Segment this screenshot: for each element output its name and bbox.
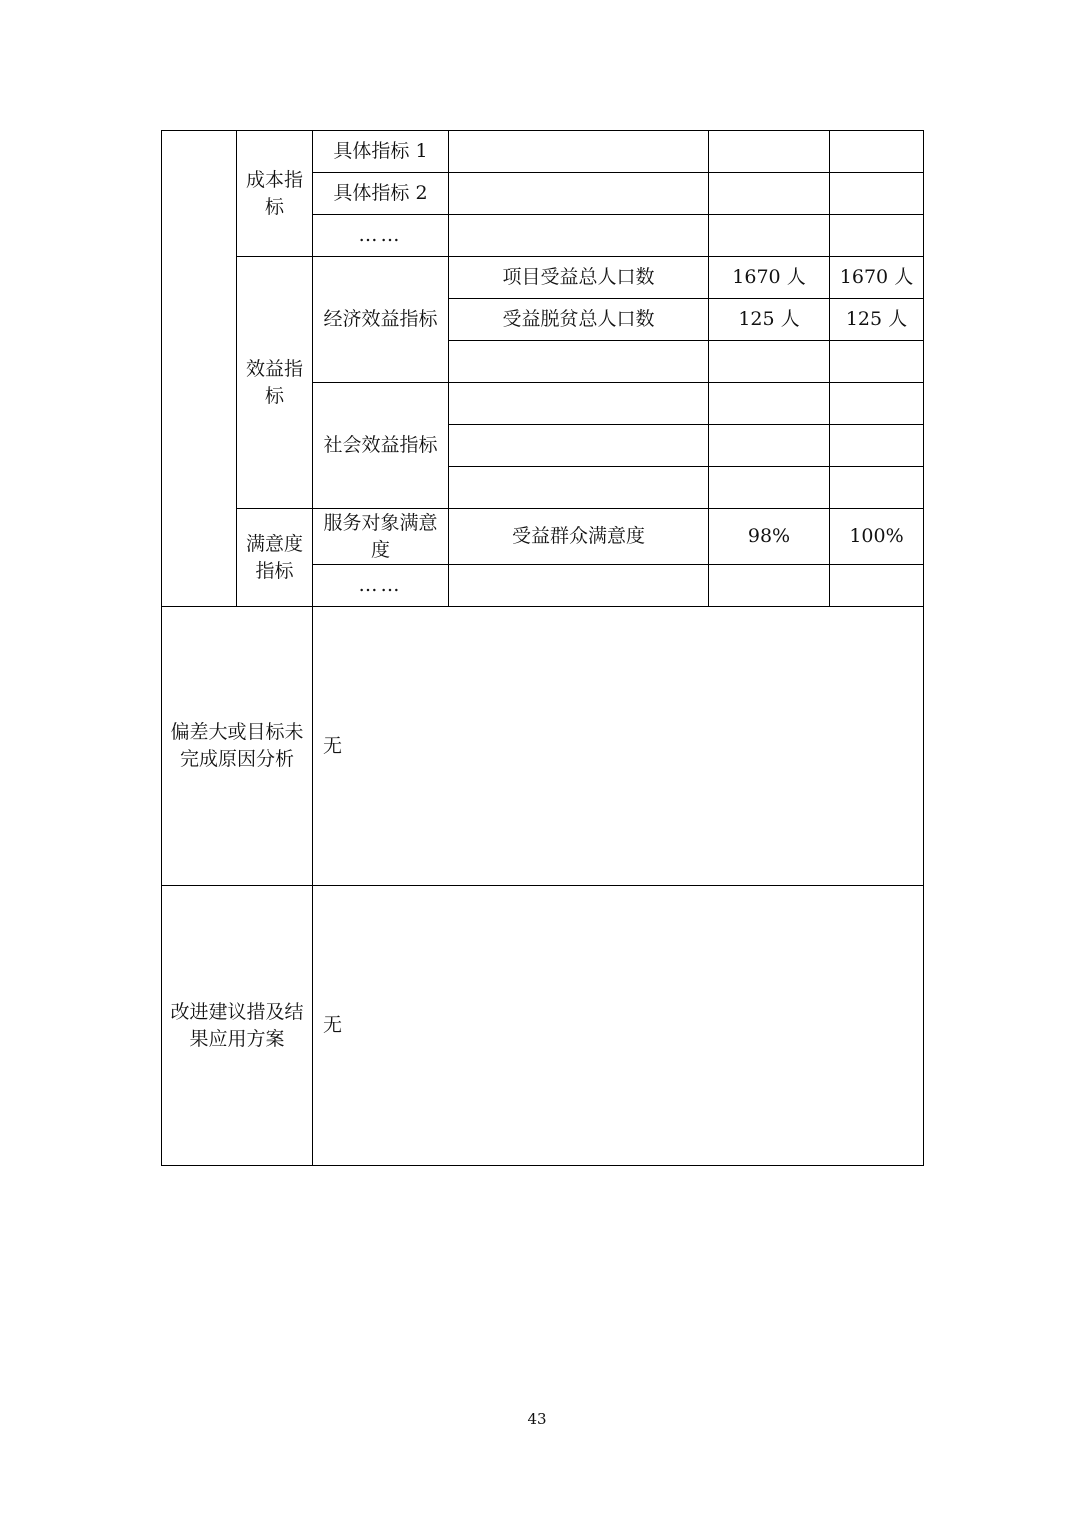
actual-cell: 100% bbox=[830, 509, 924, 565]
table-row bbox=[162, 886, 924, 1166]
actual-cell bbox=[830, 341, 924, 383]
indicator-cell: 项目受益总人口数 bbox=[449, 257, 709, 299]
satisfaction-sub-cell: …… bbox=[313, 565, 449, 607]
target-cell: 98% bbox=[709, 509, 830, 565]
benefit-category-cell bbox=[237, 257, 313, 509]
deviation-label-cell bbox=[162, 607, 313, 886]
actual-cell bbox=[830, 383, 924, 425]
cost-sub-cell: 具体指标 2 bbox=[313, 173, 449, 215]
economic-benefit-cell: 经济效益指标 bbox=[313, 257, 449, 383]
improvement-label-cell bbox=[162, 886, 313, 1166]
indicator-cell bbox=[449, 425, 709, 467]
indicator-cell bbox=[449, 565, 709, 607]
improvement-label: 改进建议措及结果应用方案 bbox=[170, 1000, 304, 1050]
cost-category-cell bbox=[237, 131, 313, 257]
target-cell: 1670 人 bbox=[709, 257, 830, 299]
actual-cell: 1670 人 bbox=[830, 257, 924, 299]
target-cell: 125 人 bbox=[709, 299, 830, 341]
target-cell bbox=[709, 341, 830, 383]
target-cell bbox=[709, 215, 830, 257]
actual-cell bbox=[830, 425, 924, 467]
satisfaction-sub-cell: 服务对象满意度 bbox=[313, 509, 449, 565]
cost-sub-cell: …… bbox=[313, 215, 449, 257]
target-cell bbox=[709, 467, 830, 509]
actual-cell: 125 人 bbox=[830, 299, 924, 341]
target-cell bbox=[709, 565, 830, 607]
table-row bbox=[162, 257, 924, 299]
target-cell bbox=[709, 383, 830, 425]
page-number: 43 bbox=[527, 1410, 547, 1428]
table-row bbox=[162, 607, 924, 886]
target-cell bbox=[709, 425, 830, 467]
actual-cell bbox=[830, 131, 924, 173]
blank-level1-cell bbox=[162, 131, 237, 607]
indicator-cell: 受益群众满意度 bbox=[449, 509, 709, 565]
deviation-value: 无 bbox=[313, 607, 924, 886]
actual-cell bbox=[830, 215, 924, 257]
indicator-cell bbox=[449, 173, 709, 215]
social-benefit-cell: 社会效益指标 bbox=[313, 383, 449, 509]
satisfaction-category-cell bbox=[237, 509, 313, 607]
table-row bbox=[162, 509, 924, 565]
indicator-cell bbox=[449, 215, 709, 257]
table-row bbox=[162, 131, 924, 173]
cost-sub-cell: 具体指标 1 bbox=[313, 131, 449, 173]
indicator-cell bbox=[449, 383, 709, 425]
target-cell bbox=[709, 173, 830, 215]
target-cell bbox=[709, 131, 830, 173]
indicator-cell bbox=[449, 467, 709, 509]
benefit-category: 效益指标 bbox=[245, 357, 303, 407]
improvement-value: 无 bbox=[313, 886, 924, 1166]
indicator-cell: 受益脱贫总人口数 bbox=[449, 299, 709, 341]
actual-cell bbox=[830, 173, 924, 215]
cost-category: 成本指标 bbox=[245, 168, 303, 218]
indicator-cell bbox=[449, 341, 709, 383]
indicator-cell bbox=[449, 131, 709, 173]
performance-table bbox=[161, 130, 924, 1166]
actual-cell bbox=[830, 467, 924, 509]
actual-cell bbox=[830, 565, 924, 607]
satisfaction-category: 满意度指标 bbox=[245, 532, 303, 582]
deviation-label: 偏差大或目标未完成原因分析 bbox=[170, 721, 304, 770]
